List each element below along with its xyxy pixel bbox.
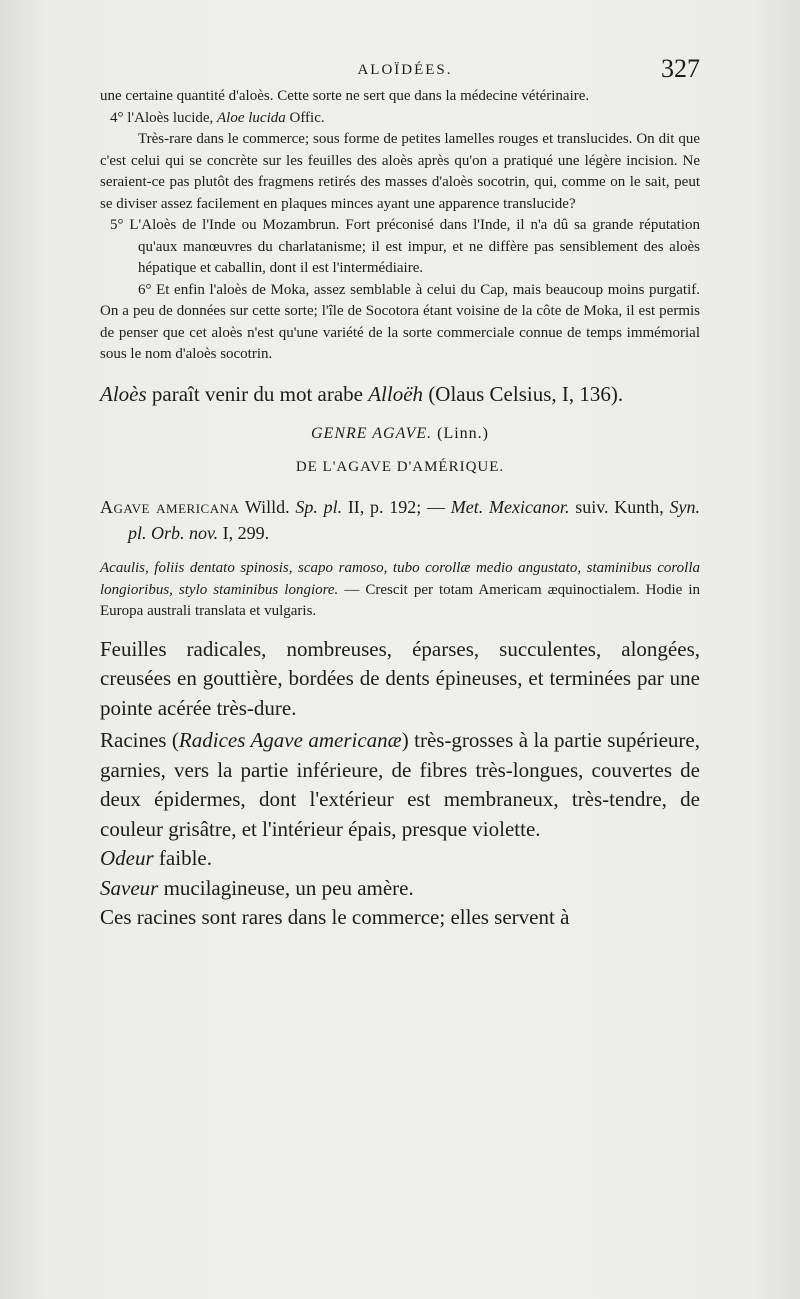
page-number: 327	[661, 54, 700, 83]
paragraph-lucide-description: Très-rare dans le commerce; sous forme de petites lamelles rouges et translucides. On dit que c'est celui qui se concrète sur les feuilles des aloès après qu'on a pratiqué une légère incision. Ne seraient-ce pas plutôt des fragmens retirés des masses d'aloès socotrin, qui, comme on le sait, peut se diviser assez facilement en plaques minces ayant une apparence translucide?	[100, 131, 700, 212]
paragraph-ces-racines: Ces racines sont rares dans le commerce; elles servent à	[100, 905, 570, 929]
species-heading: DE L'AGAVE D'AMÉRIQUE.	[295, 459, 505, 475]
etymology-section	[100, 380, 700, 410]
running-title: ALOÏDÉES.	[357, 62, 453, 78]
paragraph-feuilles: Feuilles radicales, nombreuses, éparses, succulentes, alongées, creusées en gouttière, bordées de dents épineuses, et terminées par une pointe acérée très-dure.	[100, 636, 700, 720]
page-body	[100, 86, 700, 933]
latin-diagnosis: Acaulis, foliis dentato spinosis, scapo ramoso, tubo corollæ medio angustato, staminibus corolla longioribus, stylo staminibus longiore. — Crescit per totam Americam æquinoctialem. Hodie in Europa australi translata et vulgaris.	[100, 560, 701, 619]
description-section	[100, 635, 700, 933]
paragraph-veterinaire: une certaine quantité d'aloès. Cette sorte ne sert que dans la médecine vétérinaire.	[100, 88, 590, 104]
paragraph-aloes-moka: 6° Et enfin l'aloès de Moka, assez semblable à celui du Cap, mais beaucoup moins purgatif. On a peu de données sur cette sorte; l'île de Socotora étant voisine de la côte de Moka, il est permis de penser que cet aloès n'est qu'une variété de la sorte commerciale connue de temps immémorial sous le nom d'aloès socotrin.	[100, 281, 700, 362]
synonymy-line: Agave americana Willd. Sp. pl. II, p. 192; — Met. Mexicanor. suiv. Kunth, Syn. pl. Orb. nov. I, 299.	[100, 497, 700, 543]
paragraph-saveur: Saveur mucilagineuse, un peu amère.	[100, 875, 414, 900]
genre-heading: GENRE AGAVE. (Linn.)	[311, 425, 489, 442]
paragraph-etymology: Aloès paraît venir du mot arabe Alloëh (Olaus Celsius, I, 136).	[100, 381, 624, 406]
paragraph-odeur: Odeur faible.	[100, 846, 212, 870]
paragraph-racines: Racines (Radices Agave americanæ) très-grosses à la partie supérieure, garnies, vers la partie inférieure, de fibres très-longues, couvertes de deux épidermes, dont l'extérieur est membraneux, très-tendre, de couleur grisâtre, et l'intérieur épais, presque violette.	[100, 728, 700, 841]
item-aloes-lucide: 4° l'Aloès lucide, Aloe lucida Offic.	[110, 109, 325, 126]
aloe-varieties-section	[100, 86, 700, 366]
item-aloes-inde: 5° L'Aloès de l'Inde ou Mozambrun. Fort préconisé dans l'Inde, il n'a dû sa grande réputation qu'aux manœuvres du charlatanisme; il est impur, et ne diffère pas sensiblement des aloès hépatique et caballin, dont il est l'intermédiaire.	[110, 217, 700, 276]
page-header	[110, 56, 700, 86]
